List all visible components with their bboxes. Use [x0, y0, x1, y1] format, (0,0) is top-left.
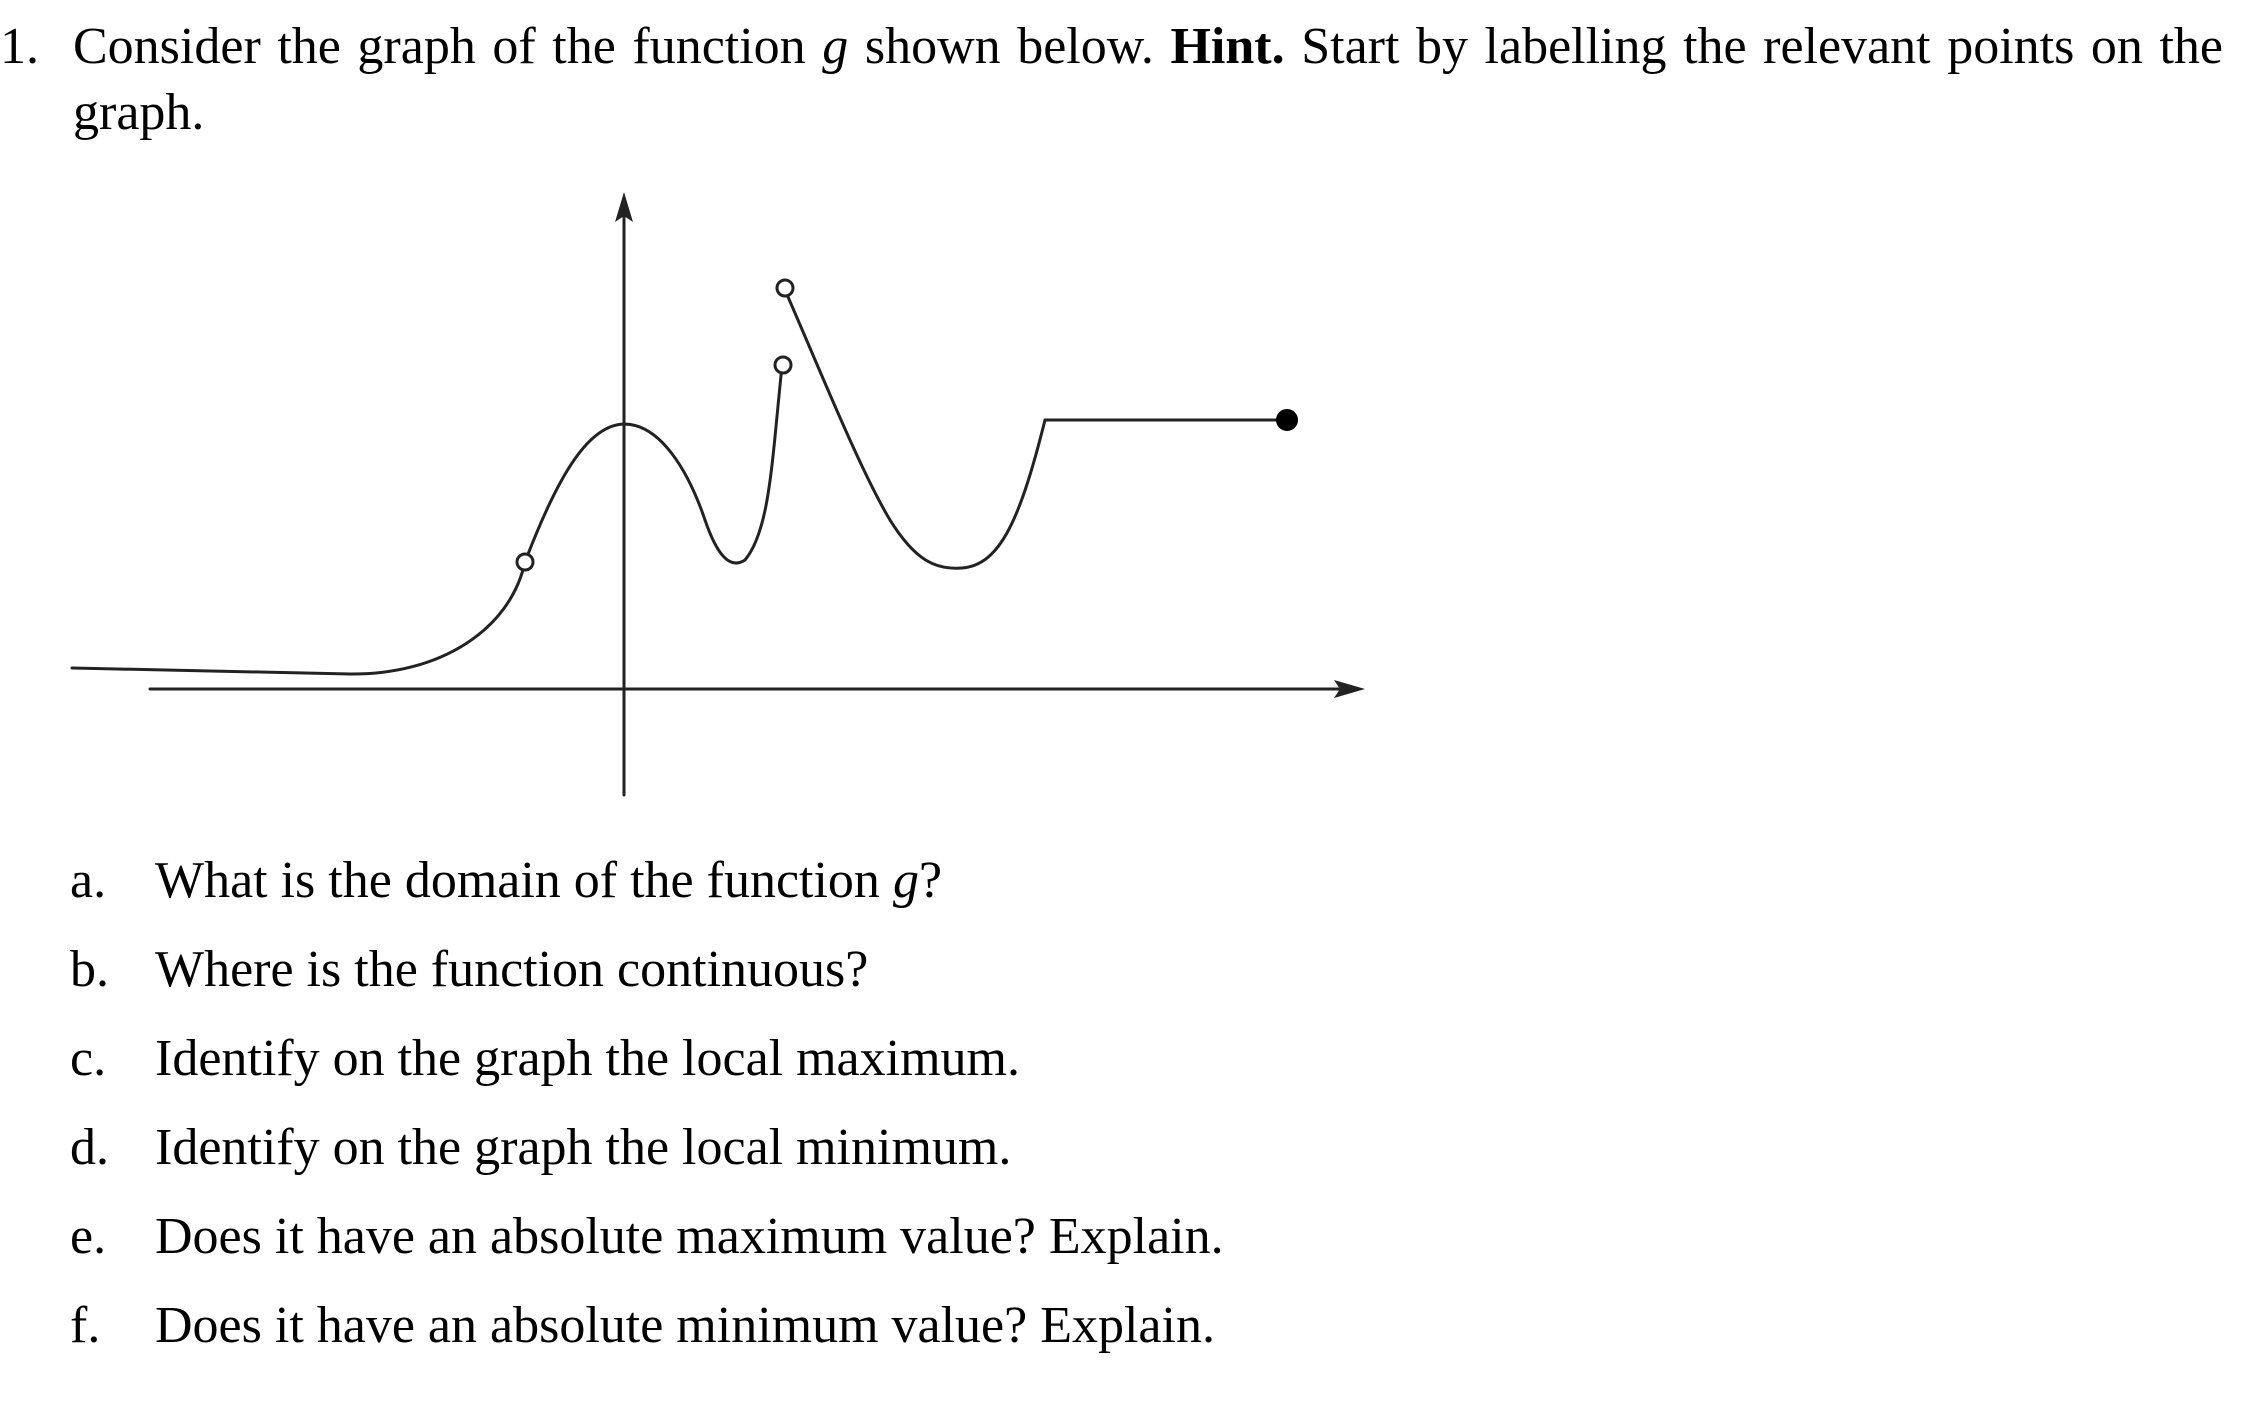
question-b	[70, 937, 1570, 1026]
curve-second-hump	[785, 290, 1045, 568]
closed-point-end	[1277, 410, 1297, 430]
open-point-left	[517, 554, 533, 570]
intro-text: Consider the graph of the function	[73, 18, 823, 75]
question-e	[70, 1204, 1570, 1293]
intro-after-text: shown below.	[848, 18, 1171, 75]
question-text	[155, 848, 942, 914]
question-label: f.	[70, 1297, 101, 1354]
question-f	[70, 1293, 1570, 1382]
open-point-upper	[777, 280, 793, 296]
x-axis-arrow	[1334, 680, 1365, 698]
question-text: Does it have an absolute maximum value? Explain.	[155, 1208, 1224, 1265]
curve-first-hump	[525, 366, 782, 563]
question-label: d.	[70, 1119, 109, 1176]
open-point-lower	[775, 357, 791, 373]
question-text: Identify on the graph the local maximum.	[155, 1030, 1020, 1087]
curve-left-tail	[72, 562, 525, 674]
question-list	[70, 848, 1570, 1382]
hint-text: Start by labelling the relevant points on the graph.	[73, 18, 2224, 141]
hint-label: Hint.	[1170, 18, 1285, 75]
question-text: Identify on the graph the local minimum.	[155, 1119, 1012, 1176]
question-c	[70, 1026, 1570, 1115]
question-text-end: ?	[918, 852, 943, 909]
question-label: a.	[70, 852, 107, 909]
question-label: c.	[70, 1030, 107, 1087]
question-label: e.	[70, 1208, 107, 1265]
problem-number: 1.	[0, 18, 39, 75]
question-text: Where is the function continuous?	[155, 941, 869, 998]
question-text: Does it have an absolute minimum value? Explain.	[155, 1297, 1215, 1354]
question-variable: g	[892, 852, 919, 909]
function-name: g	[822, 18, 849, 75]
question-a	[70, 848, 1570, 937]
question-label: b.	[70, 941, 109, 998]
problem-statement	[73, 14, 2223, 146]
question-d	[70, 1115, 1570, 1204]
y-axis-arrow	[615, 192, 633, 222]
question-text-part: What is the domain of the function	[155, 852, 893, 909]
